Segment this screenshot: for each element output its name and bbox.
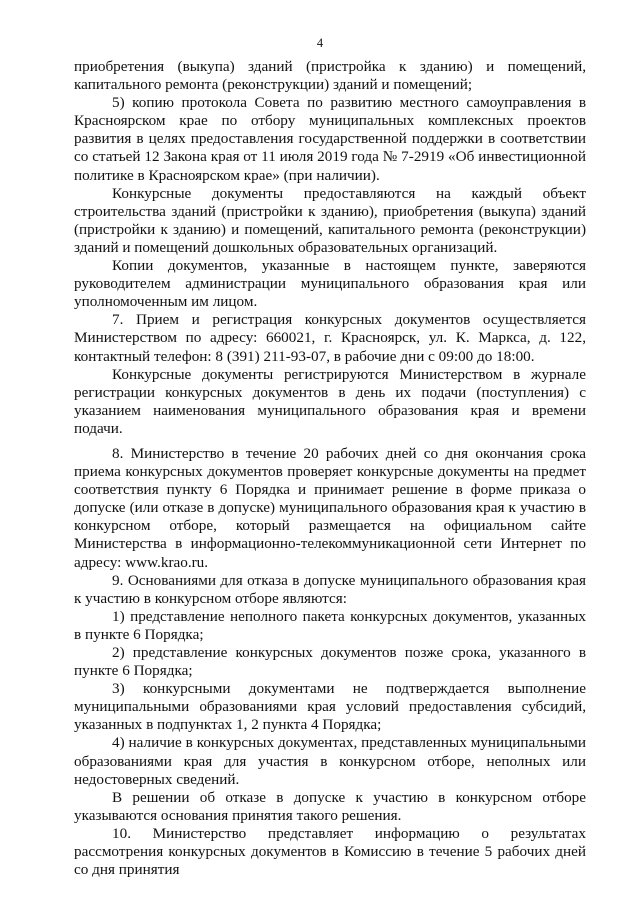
paragraph-continuation: приобретения (выкупа) зданий (пристройка к зданию) и помещений, капитального ремонта (реконструкции) зданий и помещений; xyxy=(74,58,586,94)
paragraph-reason-3: 3) конкурсными документами не подтверждается выполнение муниципальными образованиями края условий предоставления субсидий, указанных в подпунктах 1, 2 пункта 4 Порядка; xyxy=(74,680,586,734)
paragraph-item-5: 5) копию протокола Совета по развитию местного самоуправления в Красноярском крае по отбору муниципальных комплексных проектов развития в целях предоставления государственной поддержки в соответствии со статьей 12 Закона края от 11 июля 2019 года № 7-2919 «Об инвестиционной политике в Красноярском крае» (при наличии). xyxy=(74,94,586,184)
paragraph-reason-2: 2) представление конкурсных документов позже срока, указанного в пункте 6 Порядка; xyxy=(74,644,586,680)
paragraph-item-10: 10. Министерство представляет информацию о результатах рассмотрения конкурсных документов в Комиссию в течение 5 рабочих дней со дня принятия xyxy=(74,824,586,879)
paragraph-refusal-decision: В решении об отказе в допуске к участию в конкурсном отборе указываются основания принятия такого решения. xyxy=(74,788,586,824)
paragraph-registration: Конкурсные документы регистрируются Министерством в журнале регистрации конкурсных документов в день их подачи (поступления) с указанием наименования муниципального образования края и времени подачи. xyxy=(74,365,586,437)
page-number: 4 xyxy=(316,36,324,50)
document-body xyxy=(74,58,586,879)
paragraph-item-8: 8. Министерство в течение 20 рабочих дней со дня окончания срока приема конкурсных документов проверяет конкурсные документы на предмет соответствия пункту 6 Порядка и принимает решение в форме приказа о допуске (или отказе в допуске) муниципального образования края к участию в конкурсном отборе, который размещается на официальном сайте Министерства в информационно-телекоммуникационной сети Интернет по адресу: www.krao.ru. xyxy=(74,444,586,571)
paragraph-reason-4: 4) наличие в конкурсных документах, представленных муниципальными образованиями края для участия в конкурсном отборе, неполных или недостоверных сведений. xyxy=(74,734,586,788)
paragraph-documents-provided: Конкурсные документы предоставляются на каждый объект строительства зданий (пристройки к зданию), приобретения (выкупа) зданий (пристройки к зданию) и помещений, капитального ремонта (реконструкции) зданий и помещений дошкольных образовательных организаций. xyxy=(74,184,586,256)
paragraph-reason-1: 1) представление неполного пакета конкурсных документов, указанных в пункте 6 Порядка; xyxy=(74,607,586,643)
paragraph-item-9: 9. Основаниями для отказа в допуске муниципального образования края к участию в конкурсном отборе являются: xyxy=(74,571,586,607)
paragraph-item-7: 7. Прием и регистрация конкурсных документов осуществляется Министерством по адресу: 660021, г. Красноярск, ул. К. Маркса, д. 122, контактный телефон: 8 (391) 211-93-07, в рабочие дни с 09:00 до 18:00. xyxy=(74,311,586,365)
paragraph-copies-certified: Копии документов, указанные в настоящем пункте, заверяются руководителем администрации муниципального образования края или уполномоченным им лицом. xyxy=(74,257,586,311)
